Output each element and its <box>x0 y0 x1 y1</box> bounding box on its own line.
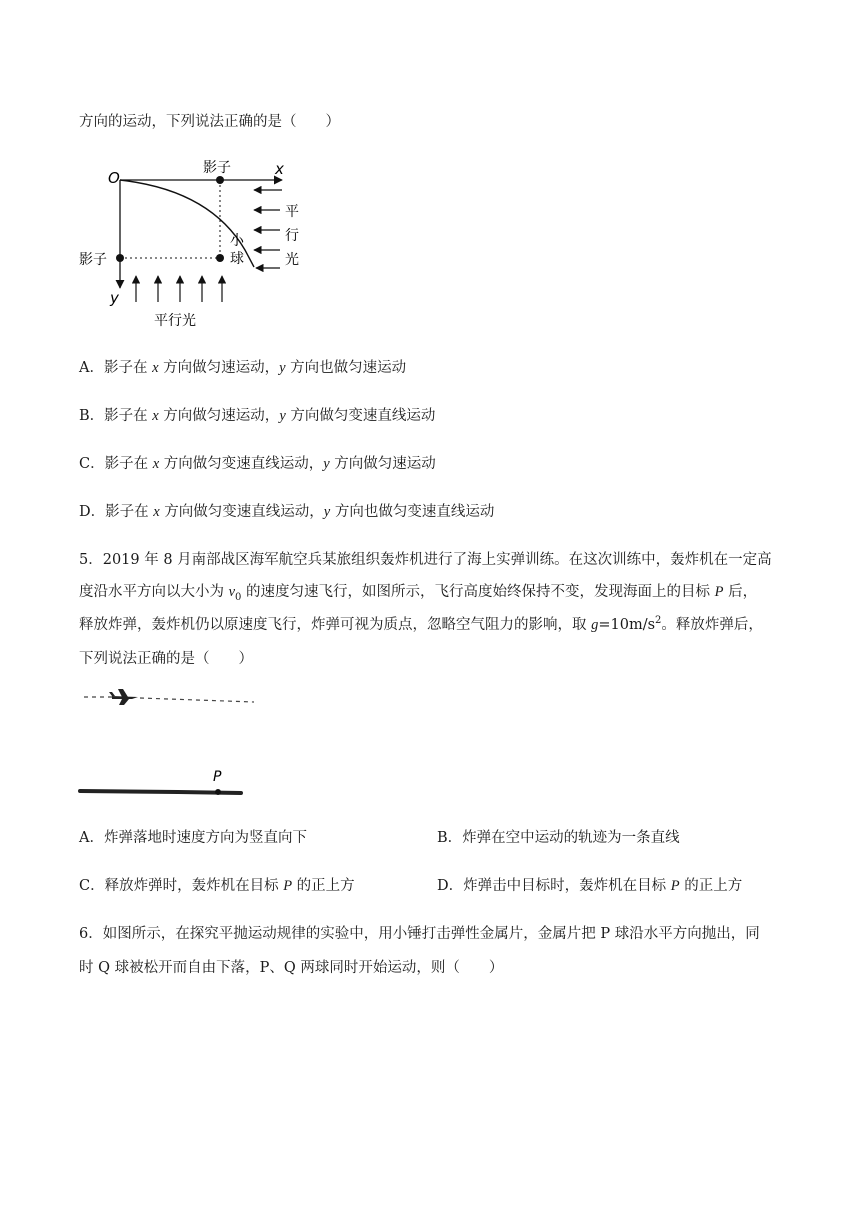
q5-option-a: A．炸弹落地时速度方向为竖直向下 <box>79 830 307 846</box>
q5-option-c: C．释放炸弹时，轰炸机在目标 P 的正上方 <box>79 878 355 894</box>
flight-path-right <box>140 698 254 702</box>
q6-line-1: 6．如图所示，在探究平抛运动规律的实验中，用小锤打击弹性金属片，金属片把 P 球沿水平方向抛出，同 <box>79 926 760 942</box>
q5-line-1: 5．2019 年 8 月南部战区海军航空兵某旅组织轰炸机进行了海上实弹训练。在这次训练中，轰炸机在一定高 <box>79 552 772 568</box>
shadow-dot-left <box>116 254 124 262</box>
q5-option-b: B．炸弹在空中运动的轨迹为一条直线 <box>437 830 680 846</box>
x-axis-label: x <box>275 160 284 178</box>
y-axis-label: y <box>110 289 119 307</box>
light-bottom: 平行光 <box>154 313 196 329</box>
q4-option-b: B．影子在 x 方向做匀速运动，y 方向做匀变速直线运动 <box>79 408 436 424</box>
target-dot <box>215 789 221 795</box>
ball-label-2: 球 <box>230 251 244 267</box>
plane-icon <box>109 689 138 705</box>
shadow-dot-top <box>216 176 224 184</box>
q4-option-a: A．影子在 x 方向做匀速运动，y 方向也做匀速运动 <box>79 360 407 376</box>
shadow-label-left: 影子 <box>79 252 107 268</box>
q4-option-c: C．影子在 x 方向做匀变速直线运动，y 方向做匀速运动 <box>79 456 436 472</box>
light-right-2: 行 <box>285 228 299 244</box>
q5-line-4: 下列说法正确的是（ ） <box>79 651 253 667</box>
q6-line-2: 时 Q 球被松开而自由下落，P、Q 两球同时开始运动，则（ ） <box>79 960 504 976</box>
origin-label: O <box>108 169 120 187</box>
q5-bomber-figure <box>78 680 258 802</box>
light-right-3: 光 <box>285 252 299 268</box>
q4-stem-tail: 方向的运动，下列说法正确的是（ ） <box>79 114 340 130</box>
q5-line-3: 释放炸弹，轰炸机仍以原速度飞行，炸弹可视为质点，忽略空气阻力的影响，取 $g=10m/s^2$。释放炸弹后， <box>79 615 763 633</box>
q4-shadow-figure <box>70 150 320 335</box>
ball-label-1: 小 <box>230 233 244 249</box>
q5-line-2: 度沿水平方向以大小为 $v_0$ 的速度匀速飞行，如图所示，飞行高度始终保持不变，发现海面上的目标 P 后， <box>79 584 758 603</box>
shadow-label-top: 影子 <box>203 160 231 176</box>
target-label: P <box>213 769 222 785</box>
q4-option-d: D．影子在 x 方向做匀变速直线运动，y 方向也做匀变速直线运动 <box>79 504 495 520</box>
light-right-1: 平 <box>285 204 299 220</box>
q5-option-d: D．炸弹击中目标时，轰炸机在目标 P 的正上方 <box>437 878 743 894</box>
ball-dot <box>216 254 224 262</box>
